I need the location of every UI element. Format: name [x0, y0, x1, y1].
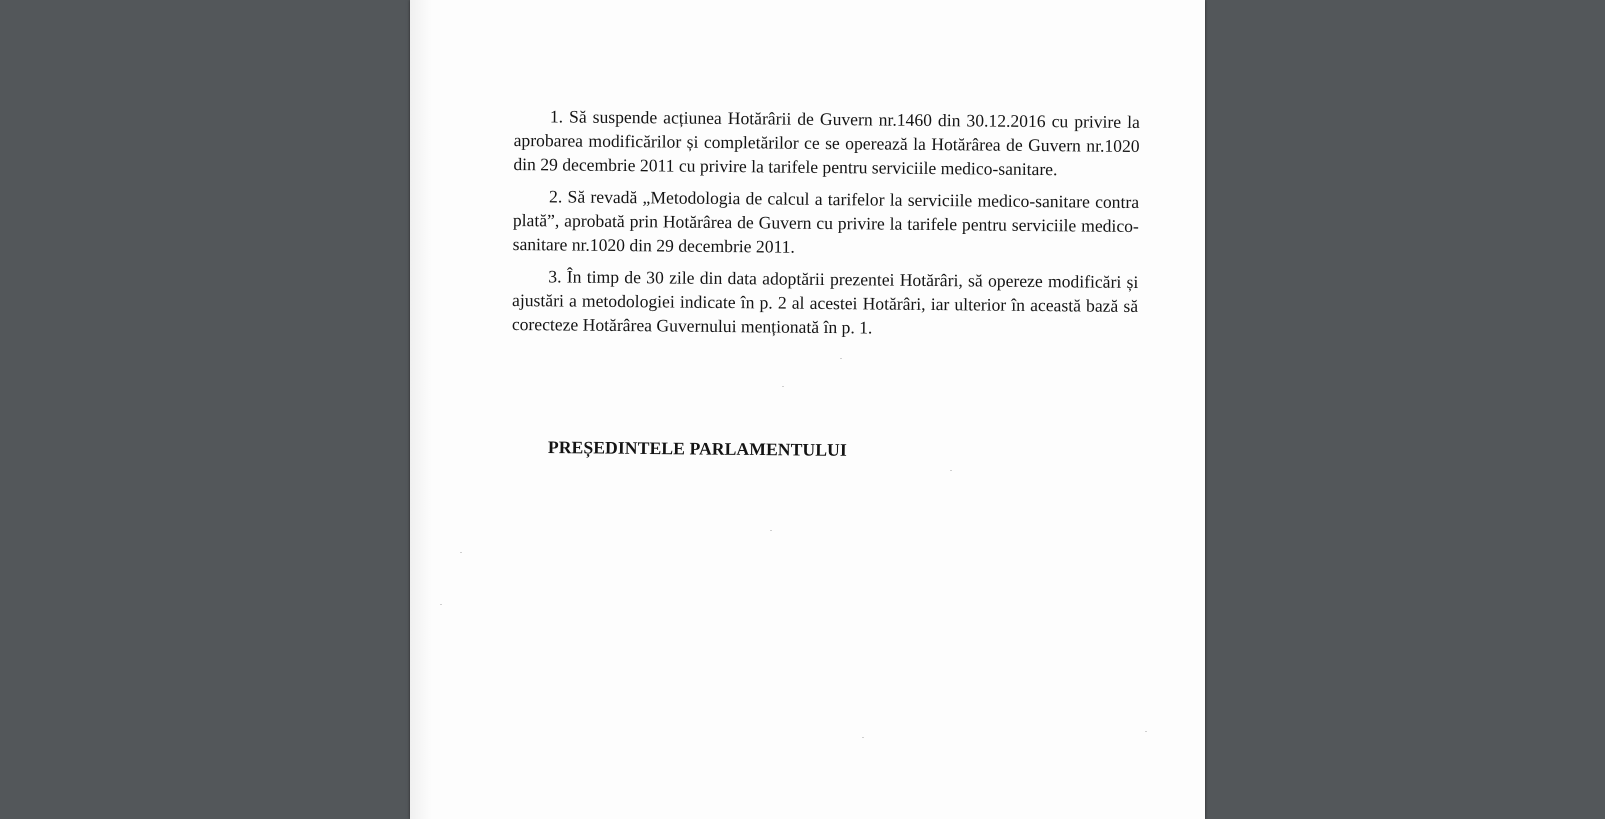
paragraph-2: 2. Să revadă „Metodologia de calcul a tarifelor la serviciile medico-sanitare contra plată”, aprobată prin Hotărârea de Guvern cu privire la tarifele pentru serviciile medico-sanitare nr.1020 din 29 decembrie 2011.	[512, 186, 1140, 257]
scan-speck	[840, 358, 842, 359]
signature-title: PREȘEDINTELE PARLAMENTULUI	[547, 437, 847, 460]
document-page	[410, 0, 1205, 819]
paragraph-1: 1. Să suspende acțiunea Hotărârii de Guvern nr.1460 din 30.12.2016 cu privire la aprobarea modificărilor și completărilor ce se operează la Hotărârea de Guvern nr.1020 din 29 decembrie 2011 cu privire la tarifele pentru serviciile medico-sanitare.	[513, 106, 1140, 180]
scan-edge-shadow	[410, 0, 432, 819]
scan-speck	[1145, 731, 1147, 732]
scan-speck	[770, 530, 772, 531]
scan-speck	[950, 470, 952, 471]
paragraph-3: 3. În timp de 30 zile din data adoptării prezentei Hotărâri, să opereze modificări și ajustări a metodologiei indicate în p. 2 al acestei Hotărâri, iar ulterior în această bază să corecteze Hotărârea Guvernului menționată în p. 1.	[511, 266, 1139, 338]
scan-speck	[440, 604, 442, 605]
scan-speck	[782, 386, 784, 387]
scan-speck	[862, 737, 864, 738]
scan-speck	[460, 552, 462, 553]
document-body	[512, 104, 1140, 350]
